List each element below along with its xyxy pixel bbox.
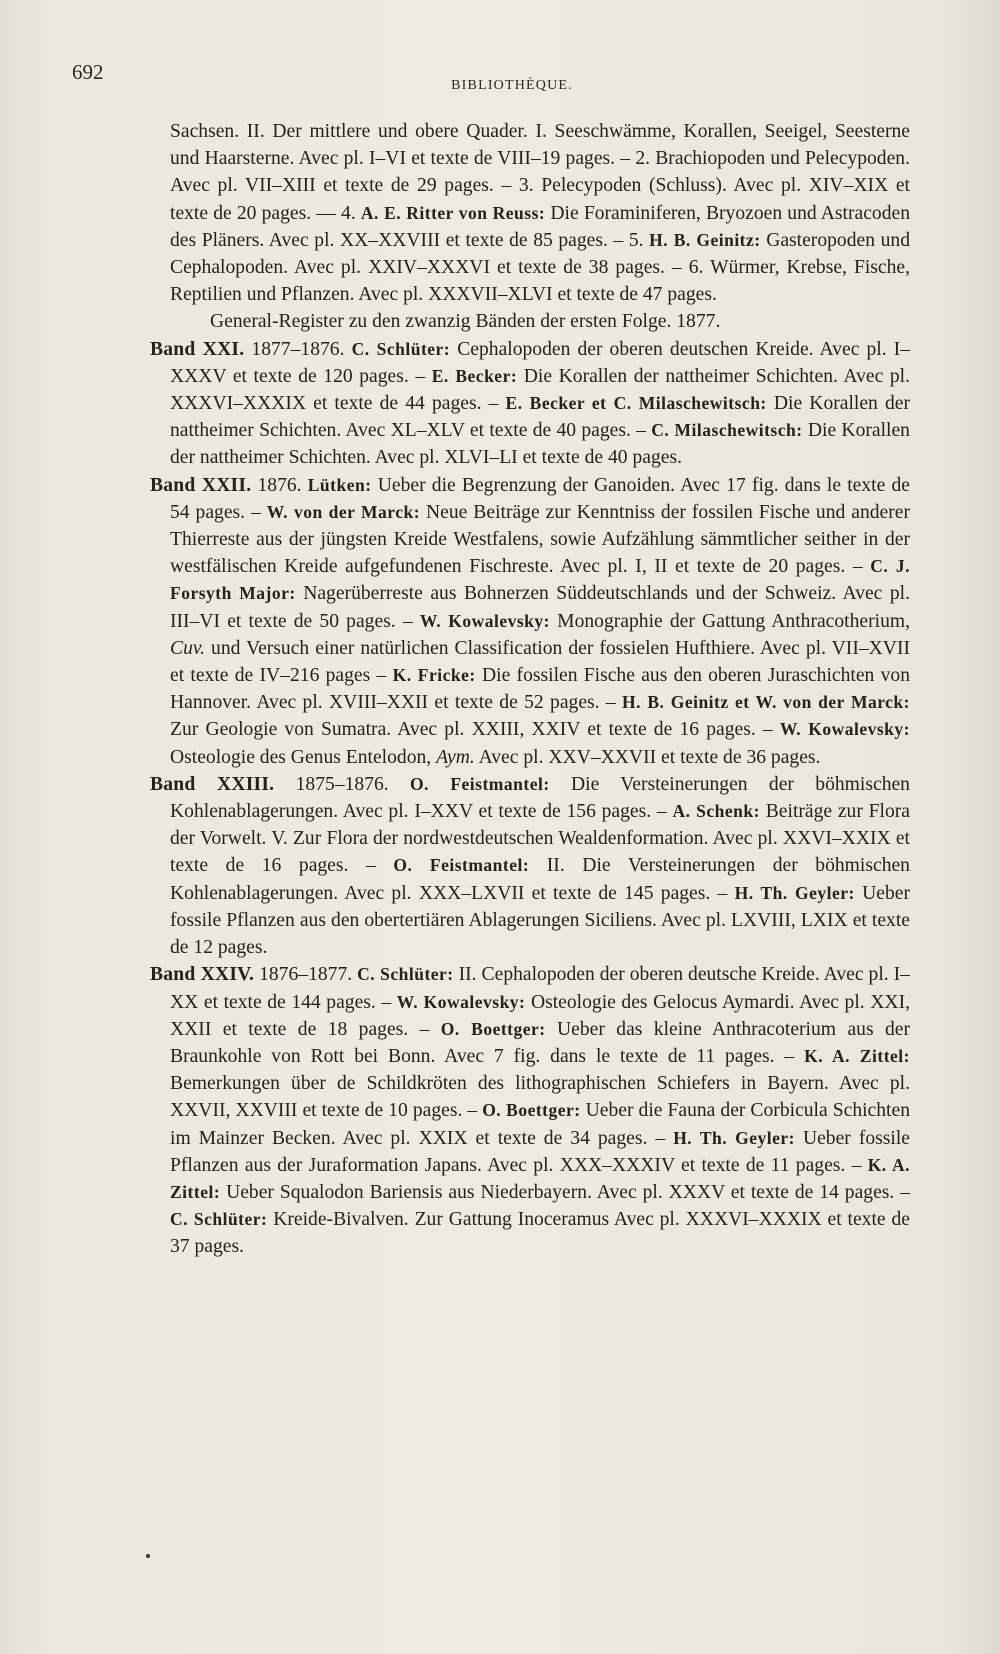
- entry-text: 1876–1877.: [254, 964, 358, 986]
- author-name: H. B. Geinitz:: [649, 229, 761, 250]
- author-name: O. Boettger:: [482, 1100, 581, 1121]
- author-name: W. Kowalevsky:: [779, 719, 910, 740]
- band-label: Band XXIII.: [150, 773, 275, 795]
- entry-text: Ueber fossile Pflanzen aus den obertertiären Ablagerungen Siciliens. Avec pl. LXVIII, LXIX et texte de 12 pages.: [170, 882, 910, 959]
- page-header: [72, 60, 952, 100]
- general-register-entry: General-Register zu den zwanzig Bänden der ersten Folge. 1877.: [210, 311, 721, 333]
- entry-text: Die Foraminiferen, Bryozoen und Astracoden des Pläners. Avec pl. XX–XXVIII et texte de 85 pages. – 5.: [170, 202, 910, 251]
- band-label: Band XXIV.: [150, 964, 255, 986]
- bibliography-body: [150, 118, 910, 1261]
- author-name: O. Feistmantel:: [410, 773, 550, 794]
- author-name: C. Schlüter:: [170, 1209, 268, 1230]
- entry-text: Die Korallen der nattheimer Schichten. Avec pl. XXXVI–XXXIX et texte de 44 pages. –: [170, 365, 910, 415]
- entry-text: Monographie der Gattung Anthracotherium,: [549, 610, 911, 632]
- italic-abbreviation: Cuv.: [170, 637, 206, 659]
- author-name: H. Th. Geyler:: [734, 882, 855, 903]
- author-name: C. Schlüter:: [351, 338, 451, 359]
- author-name: W. Kowalevsky:: [396, 991, 526, 1012]
- entry-text: 1875–1876.: [274, 773, 411, 795]
- entry-text: Ueber fossile Pflanzen aus der Juraformation Japans. Avec pl. XXX–XXXIV et texte de 11 pages. –: [170, 1127, 910, 1176]
- entry-text: Nagerüberreste aus Bohnerzen Süddeutschlands und der Schweiz. Avec pl. III–VI et texte de 50 pages. –: [170, 583, 910, 632]
- author-name: K. A. Zittel:: [170, 1154, 910, 1202]
- entry-text: II. Die Versteinerungen der böhmischen Kohlenablagerungen. Avec pl. XXX–LXVII et texte de 145 pages. –: [170, 855, 910, 904]
- author-name: H. Th. Geyler:: [673, 1127, 795, 1148]
- continued-entry: [150, 118, 910, 308]
- entry-text: 1877–1876.: [244, 338, 352, 360]
- entry-text: Bemerkungen über de Schildkröten des lithographischen Schiefers in Bayern. Avec pl. XXVII, XXVIII et texte de 10 pages. –: [170, 1073, 910, 1122]
- entry-text: Osteologie des Genus Entelodon,: [170, 746, 437, 768]
- entry-text: Ueber die Begrenzung der Ganoiden. Avec 17 fig. dans le texte de 54 pages. –: [170, 474, 910, 523]
- entry-text: Ueber Squalodon Bariensis aus Niederbayern. Avec pl. XXXV et texte de 14 pages. –: [220, 1181, 910, 1203]
- author-name: C. J. Forsyth Major:: [170, 556, 911, 604]
- entry-text: Gasteropoden und Cephalopoden. Avec pl. XXIV–XXXVI et texte de 38 pages. – 6. Würmer, Krebse, Fische, Reptilien und Pflanzen. Avec pl. XXXVII–XLVI et texte de 47 pages.: [170, 229, 910, 306]
- ink-spot: [146, 1554, 150, 1558]
- entry-text: Die Korallen der nattheimer Schichten. Avec pl. XLVI–LI et texte de 40 pages.: [170, 420, 910, 469]
- band-entry-xxiii: [150, 771, 910, 961]
- entry-text: Avec pl. XXV–XXVII et texte de 36 pages.: [474, 746, 821, 768]
- entry-text: Kreide-Bivalven. Zur Gattung Inoceramus Avec pl. XXXVI–XXXIX et texte de 37 pages.: [170, 1209, 910, 1258]
- entry-text: Cephalopoden der oberen deutschen Kreide. Avec pl. I–XXXV et texte de 120 pages. –: [170, 338, 910, 387]
- entry-text: Sachsen. II. Der mittlere und obere Quader. I. Seeschwämme, Korallen, Seeigel, Seesterne und Haarsterne. Avec pl. I–VI et texte de VIII–19 pages. – 2. Brachiopoden und Pelecypoden. Avec pl. VII–XIII et texte de 29 pages. – 3. Pelecypoden (Schluss). Avec pl. XIV–XIX et texte de 20 pages. — 4.: [170, 121, 910, 224]
- author-name: Lütken:: [307, 474, 372, 495]
- author-name: C. Schlüter:: [357, 964, 454, 985]
- entry-text: Die Versteinerungen der böhmischen Kohlenablagerungen. Avec pl. I–XXV et texte de 156 pages. –: [170, 773, 910, 823]
- entry-text: Die fossilen Fische aus den oberen Juraschichten von Hannover. Avec pl. XVIII–XXII et texte de 52 pages. –: [170, 665, 910, 714]
- running-head: BIBLIOTHÈQUE.: [451, 78, 573, 93]
- page-number: 692: [72, 60, 104, 84]
- band-label: Band XXI.: [150, 338, 245, 360]
- author-name: O. Feistmantel:: [393, 855, 530, 876]
- author-name: K. A. Zittel:: [804, 1045, 910, 1066]
- entry-text: Zur Geologie von Sumatra. Avec pl. XXIII, XXIV et texte de 16 pages. –: [170, 719, 780, 741]
- entry-text: und Versuch einer natürlichen Classification der fossielen Hufthiere. Avec pl. VII–XVII et texte de IV–216 pages –: [170, 637, 910, 687]
- author-name: A. E. Ritter von Reuss:: [360, 202, 546, 223]
- band-entry-xxiv: [150, 961, 910, 1260]
- entry-text: Die Korallen der nattheimer Schichten. Avec XL–XLV et texte de 40 pages. –: [170, 393, 910, 442]
- author-name: C. Milaschewitsch:: [651, 420, 803, 441]
- author-name: H. B. Geinitz et W. von der Marck:: [622, 692, 910, 713]
- author-name: E. Becker:: [431, 365, 518, 386]
- author-name: K. Fricke:: [392, 665, 476, 686]
- author-name: W. Kowalevsky:: [419, 610, 550, 631]
- band-entry-xxii: [150, 472, 910, 771]
- italic-abbreviation: Aym.: [436, 746, 475, 768]
- entry-text: Osteologie des Gelocus Aymardi. Avec pl. XXI, XXII et texte de 18 pages. –: [170, 991, 910, 1040]
- entry-text: Ueber das kleine Anthracoterium aus der Braunkohle von Rott bei Bonn. Avec 7 fig. dans le texte de 11 pages. –: [170, 1018, 910, 1067]
- entry-text: II. Cephalopoden der oberen deutsche Kreide. Avec pl. I–XX et texte de 144 pages. –: [170, 964, 910, 1013]
- band-label: Band XXII.: [150, 474, 252, 496]
- entry-text: Beiträge zur Flora der Vorwelt. V. Zur Flora der nordwestdeutschen Wealdenformation. Avec pl. XXVI–XXIX et texte de 16 pages. –: [170, 801, 910, 877]
- entry-text: 1876.: [251, 474, 308, 496]
- author-name: A. Schenk:: [672, 801, 760, 822]
- entry-text: Ueber die Fauna der Corbicula Schichten im Mainzer Becken. Avec pl. XXIX et texte de 34 pages. –: [170, 1100, 910, 1149]
- author-name: E. Becker et C. Milaschewitsch:: [505, 393, 767, 414]
- author-name: W. von der Marck:: [266, 501, 421, 522]
- entry-text: Neue Beiträge zur Kenntniss der fossilen Fische und anderer Thierreste aus der jüngsten Kreide Westfalens, sowie Aufzählung sämmtlicher seither in der westfälischen Kreide aufgefundenen Fischreste. Avec pl. I, II et texte de 20 pages. –: [170, 501, 910, 578]
- author-name: O. Boettger:: [440, 1018, 546, 1039]
- band-entry-xxi: [150, 336, 910, 472]
